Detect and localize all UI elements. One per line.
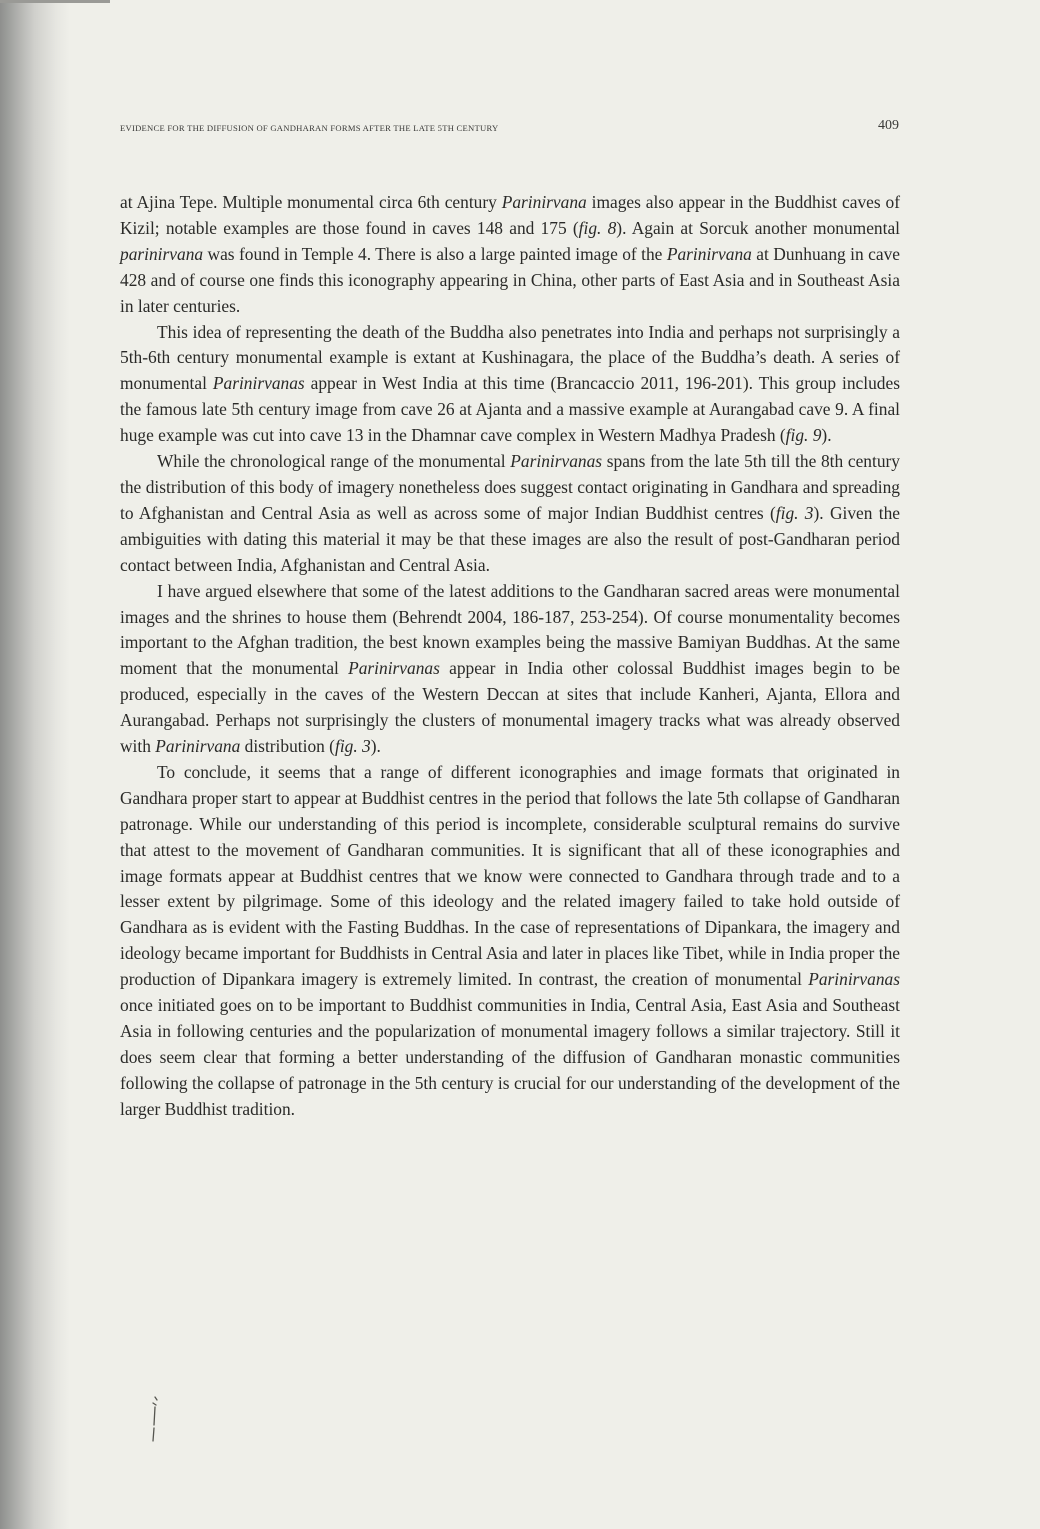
text-run: at Dunhuang in cave 428 and of course one finds this iconography appearing in China, other parts of East Asia and in Southeast Asia in later centuries. — [120, 243, 900, 316]
text-run: appear in West India at this time (Brancaccio 2011, 196-201). This group includes the famous late 5th century image from cave 26 at Ajanta and a massive example at Aurangabad cave 9. A final huge example was cut into cave 13 in the Dhamnar cave complex in Western Madhya Pradesh ( — [120, 373, 900, 446]
paragraph-2 — [120, 320, 900, 450]
page-number: 409 — [878, 118, 899, 133]
running-head: EVIDENCE FOR THE DIFFUSION OF GANDHARAN FORMS AFTER THE LATE 5TH CENTURY — [120, 123, 499, 133]
text-run: images also appear in the Buddhist caves of Kizil; notable examples are those found in caves 148 and 175 ( — [120, 192, 900, 238]
italic-term: Parinirvana — [501, 192, 587, 212]
paragraph-4 — [120, 579, 900, 760]
italic-term: Parinirvanas — [212, 373, 305, 394]
text-run: ). Given the ambiguities with dating this material it may be that these images are also the result of post-Gandharan period contact between India, Afghanistan and Central Asia. — [120, 502, 900, 575]
body-text — [120, 190, 900, 1123]
text-run: distribution ( — [240, 736, 335, 757]
italic-term: fig. 8 — [578, 217, 617, 238]
italic-term: Parinirvanas — [808, 969, 900, 990]
italic-term: fig. 3 — [775, 502, 814, 523]
italic-term: Parinirvana — [155, 736, 241, 757]
binding-shadow — [0, 0, 70, 1529]
text-run: once initiated goes on to be important to Buddhist communities in India, Central Asia, East Asia and Southeast Asia in following centuries and the popularization of monumental imagery follows a similar trajectory. Still it does seem clear that forming a better understanding of the diffusion of Gandharan monastic communities following the collapse of patronage in the 5th century is crucial for our understanding of the development of the larger Buddhist tradition. — [120, 995, 900, 1119]
italic-term: parinirvana — [120, 243, 204, 264]
italic-term: Parinirvana — [666, 243, 752, 264]
italic-term: fig. 3 — [334, 736, 371, 757]
italic-term: Parinirvanas — [348, 658, 440, 679]
text-run: ). — [370, 736, 381, 757]
text-run: was found in Temple 4. There is also a large painted image of the — [203, 243, 667, 264]
text-run: This idea of representing the death of the Buddha also penetrates into India and perhaps not surprisingly a 5th-6th century monumental example is extant at Kushinagara, the place of the Buddha’s death. A series of monumental — [120, 321, 900, 394]
text-run: While the chronological range of the monumental — [157, 451, 511, 472]
text-run: appear in India other colossal Buddhist images begin to be produced, especially in the caves of the Western Deccan at sites that include Kanheri, Ajanta, Ellora and Aurangabad. Perhaps not surprisingly the clusters of monumental imagery tracks what was already observed with — [120, 658, 900, 757]
text-run: I have argued elsewhere that some of the latest additions to the Gandharan sacred areas were monumental images and the shrines to house them (Behrendt 2004, 186-187, 253-254). Of course monumentality becomes important to the Afghan tradition, the best known examples being the massive Bamiyan Buddhas. At the same moment that the monumental — [120, 580, 900, 679]
text-run: at Ajina Tepe. Multiple monumental circa 6th century — [120, 192, 502, 212]
text-run: ). Again at Sorcuk another monumental — [616, 217, 900, 238]
paragraph-3 — [120, 449, 900, 579]
paragraph-1 — [120, 190, 900, 320]
text-run: ). — [821, 425, 832, 446]
italic-term: Parinirvanas — [510, 451, 603, 472]
pencil-mark — [146, 1395, 162, 1445]
text-run: To conclude, it seems that a range of different iconographies and image formats that originated in Gandhara proper start to appear at Buddhist centres in the period that follows the late 5th collapse of Gandharan patronage. While our understanding of this period is incomplete, considerable sculptural remains do survive that attest to the movement of Gandharan communities. It is significant that all of these iconographies and image formats appear at Buddhist centres that we know were connected to Gandhara through trade and to a lesser extent by pilgrimage. Some of this ideology and the related imagery failed to take hold outside of Gandhara as is evident with the Fasting Buddhas. In the case of representations of Dipankara, the imagery and ideology became important for Buddhists in Central Asia and later in places like Tibet, while in India proper the production of Dipankara imagery is extremely limited. In contrast, the creation of monumental — [120, 761, 900, 990]
italic-term: fig. 9 — [785, 425, 822, 446]
page-edge-mark — [0, 0, 110, 3]
paragraph-5 — [120, 760, 900, 1123]
text-run: spans from the late 5th till the 8th century the distribution of this body of imagery nonetheless does suggest contact originating in Gandhara and spreading to Afghanistan and Central Asia as well as across some of major Indian Buddhist centres ( — [120, 451, 900, 523]
